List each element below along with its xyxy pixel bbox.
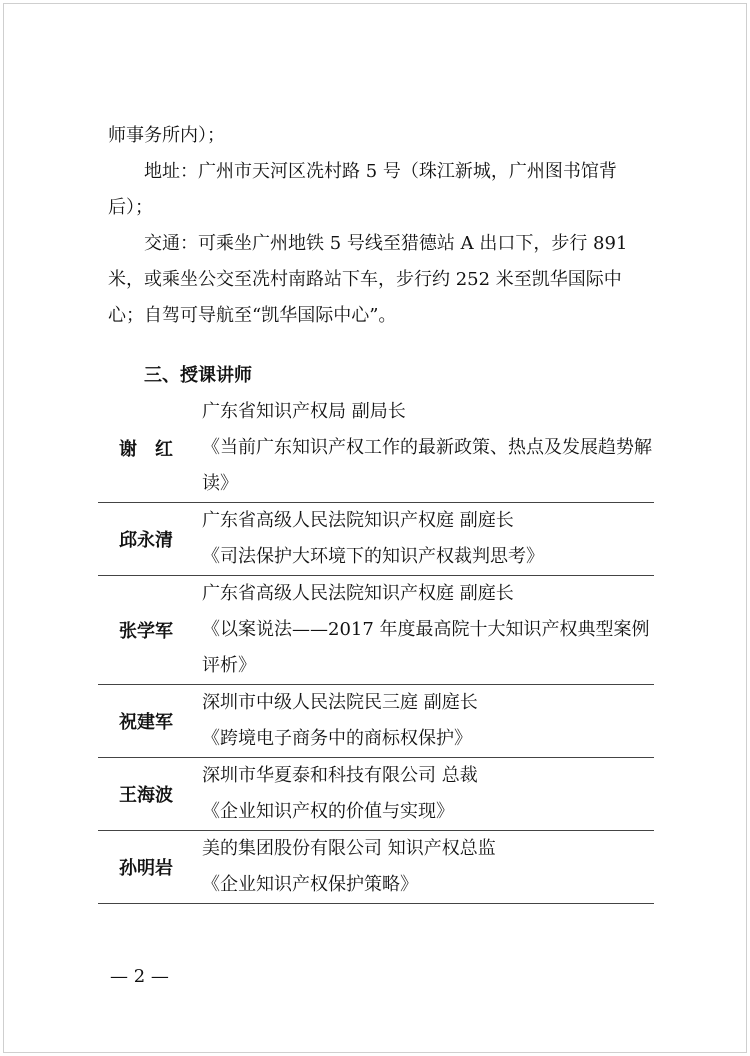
intro-line: 师事务所内）；: [108, 125, 225, 146]
lecturer-row: [98, 394, 654, 503]
lecturer-row: [98, 576, 654, 685]
lecturer-name: 邱永清: [119, 530, 173, 551]
lecturer-title: 深圳市中级人民法院民三庭 副庭长: [202, 692, 478, 713]
lecturer-name: 张学军: [119, 621, 173, 642]
lecturer-title: 广东省高级人民法院知识产权庭 副庭长: [202, 583, 514, 604]
lecturer-title: 广东省高级人民法院知识产权庭 副庭长: [202, 510, 514, 531]
lecturer-info: [202, 831, 654, 903]
lecturer-title: 广东省知识产权局 副局长: [202, 401, 406, 422]
lecturer-info: [202, 394, 654, 502]
lecturer-name: 王海波: [119, 785, 173, 806]
lecturer-row: [98, 831, 654, 904]
lecturer-info: [202, 576, 654, 684]
lecturer-name: 谢 红: [119, 439, 173, 460]
lecturer-table: [98, 394, 654, 904]
lecturer-row: [98, 758, 654, 831]
lecturer-topic: 《司法保护大环境下的知识产权裁判思考》: [202, 546, 544, 567]
lecturer-name: 孙明岩: [119, 858, 173, 879]
lecturer-info: [202, 685, 654, 757]
lecturer-row: [98, 503, 654, 576]
address-paragraph: 地址：广州市天河区冼村路 5 号（珠江新城，广州图书馆背后）；: [108, 161, 617, 218]
lecturer-row: [98, 685, 654, 758]
lecturer-topic: 《企业知识产权的价值与实现》: [202, 801, 454, 822]
lecturer-name: 祝建军: [119, 712, 173, 733]
lecturer-info: [202, 503, 654, 575]
lecturer-info: [202, 758, 654, 830]
page-number: — 2 —: [110, 966, 169, 987]
section-title: 三、授课讲师: [144, 365, 252, 386]
lecturer-title: 美的集团股份有限公司 知识产权总监: [202, 838, 496, 859]
lecturer-topic: 《当前广东知识产权工作的最新政策、热点及发展趋势解读》: [202, 437, 652, 494]
lecturer-topic: 《跨境电子商务中的商标权保护》: [202, 728, 472, 749]
transport-paragraph: 交通：可乘坐广州地铁 5 号线至猎德站 A 出口下，步行 891 米，或乘坐公交至冼村南路站下车，步行约 252 米至凯华国际中心；自驾可导航至“凯华国际中心”。: [108, 233, 628, 326]
lecturer-title: 深圳市华夏泰和科技有限公司 总裁: [202, 765, 478, 786]
lecturer-topic: 《企业知识产权保护策略》: [202, 874, 418, 895]
lecturer-topic: 《以案说法——2017 年度最高院十大知识产权典型案例评析》: [202, 619, 650, 676]
